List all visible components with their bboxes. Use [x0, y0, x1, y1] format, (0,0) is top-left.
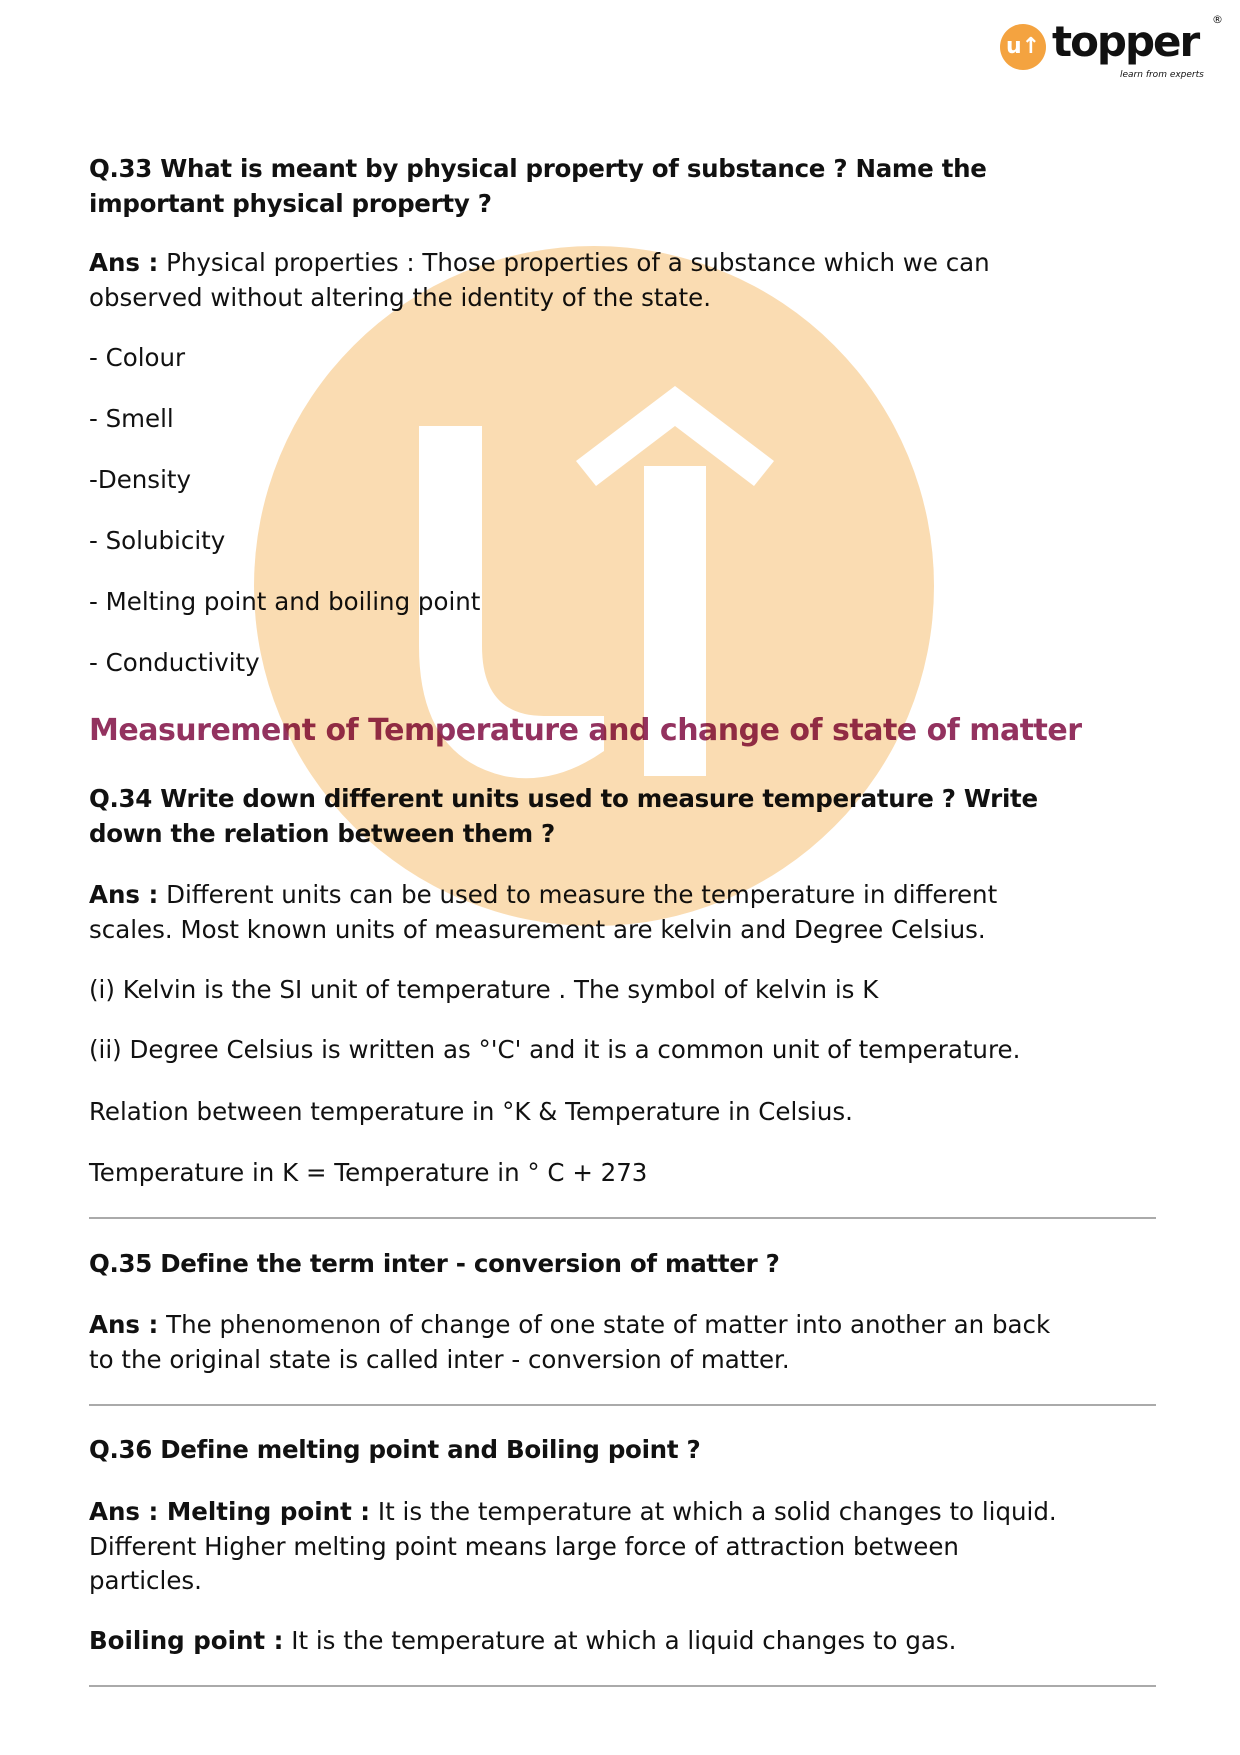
q36-boiling-point: Boiling point : It is the temperature at which a liquid changes to gas.: [89, 1626, 957, 1655]
q33-title: Q.33 What is meant by physical property of substance ? Name the important physical property ?: [89, 154, 987, 218]
list-item: - Melting point and boiling point: [89, 587, 481, 616]
divider: [89, 1685, 1156, 1687]
registered-mark: ®: [1212, 13, 1223, 26]
q34-formula: Temperature in K = Temperature in ° C + 273: [89, 1158, 648, 1187]
list-item: - Smell: [89, 404, 174, 433]
q34-point-i: (i) Kelvin is the SI unit of temperature . The symbol of kelvin is K: [89, 975, 879, 1004]
q34-relation: Relation between temperature in °K & Temperature in Celsius.: [89, 1097, 853, 1126]
list-item: -Density: [89, 465, 191, 494]
q36-answer: Ans : Melting point : It is the temperature at which a solid changes to liquid. Different Higher melting point means large force of attraction between particles.: [89, 1497, 1057, 1595]
q35-answer: Ans : The phenomenon of change of one state of matter into another an back to the original state is called inter - conversion of matter.: [89, 1310, 1051, 1374]
divider: [89, 1404, 1156, 1406]
q36-title: Q.36 Define melting point and Boiling point ?: [89, 1435, 701, 1464]
q34-point-ii: (ii) Degree Celsius is written as °'C' and it is a common unit of temperature.: [89, 1035, 1021, 1064]
list-item: - Colour: [89, 343, 186, 372]
logo-tagline: learn from experts: [1120, 70, 1204, 80]
q35-title: Q.35 Define the term inter - conversion of matter ?: [89, 1249, 780, 1278]
logo-icon: u↑: [1000, 24, 1046, 70]
list-item: - Solubicity: [89, 526, 226, 555]
q34-title: Q.34 Write down different units used to measure temperature ? Write down the relation between them ?: [89, 784, 1038, 848]
q33-answer: Ans : Physical properties : Those properties of a substance which we can observed without altering the identity of the state.: [89, 248, 990, 312]
section-heading: Measurement of Temperature and change of state of matter: [89, 713, 1082, 748]
topper-logo: [1000, 14, 1230, 90]
divider: [89, 1217, 1156, 1219]
logo-name: topper: [1052, 17, 1199, 66]
list-item: - Conductivity: [89, 648, 260, 677]
q34-answer: Ans : Different units can be used to measure the temperature in different scales. Most known units of measurement are kelvin and Degree Celsius.: [89, 880, 998, 944]
